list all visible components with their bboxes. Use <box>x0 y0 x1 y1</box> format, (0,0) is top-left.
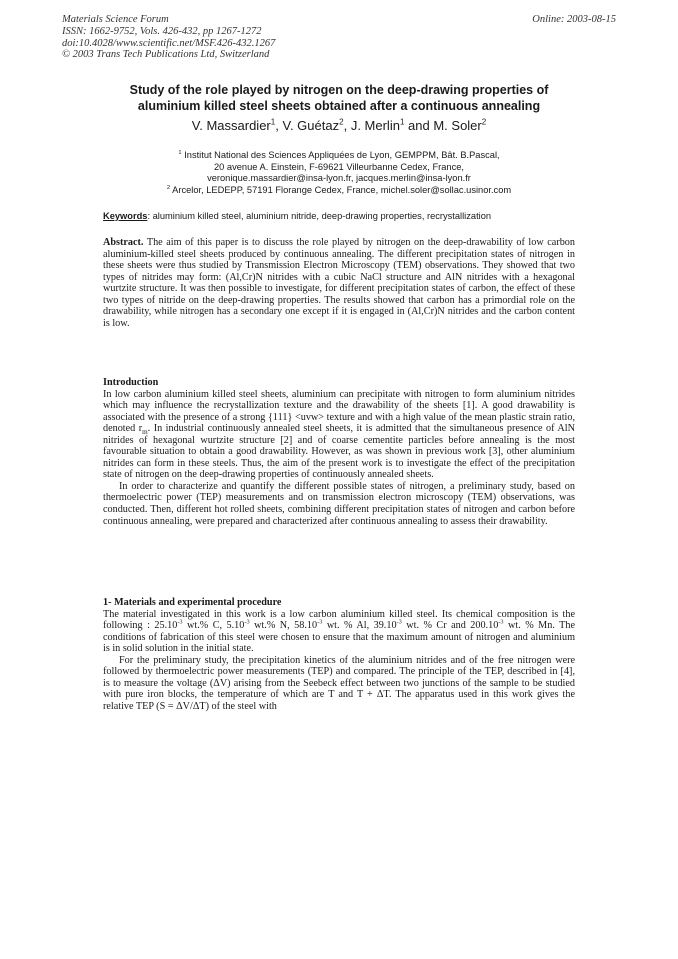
author-list <box>70 118 608 133</box>
author-name: M. Soler <box>433 118 482 133</box>
journal-doi: doi:10.4028/www.scientific.net/MSF.426-432.1267 <box>62 37 276 49</box>
exponent: -3 <box>498 618 504 626</box>
abstract <box>103 237 575 329</box>
paragraph-text: wt.% N, 58.10 <box>249 620 318 632</box>
affiliation-text: Arcelor, LEDEPP, 57191 Florange Cedex, France, michel.soler@sollac.usinor.com <box>172 184 512 195</box>
keywords-label: Keywords <box>103 211 148 221</box>
affiliation-number: 1 <box>178 149 182 156</box>
author-name: V. Guétaz <box>282 118 340 133</box>
paragraph-text: wt. % Al, 39.10 <box>322 620 397 632</box>
author-affiliation-mark: 2 <box>339 117 344 127</box>
author-name: J. Merlin <box>350 118 400 133</box>
paragraph-text: The material investigated in this work is a low carbon aluminium killed steel. Its chemical composition is the following : 25.10 <box>103 608 575 632</box>
affiliations <box>100 150 578 196</box>
paper-title <box>70 83 608 114</box>
journal-copyright: © 2003 Trans Tech Publications Ltd, Switzerland <box>62 49 270 61</box>
title-line-2: aluminium killed steel sheets obtained after a continuous annealing <box>137 98 541 113</box>
introduction-paragraph-2: In order to characterize and quantify the different possible states of nitrogen, a preliminary study, based on thermoelectric power (TEP) measurements and on transmission electron microscopy (TEM) observations, was conducted. Then, different hot rolled sheets, combining different precipitation states of nitrogen and carbon before continuous annealing, were prepared and characterized after continuous annealing to assess their drawability. <box>103 480 575 527</box>
materials-paragraph-2: For the preliminary study, the precipitation kinetics of the aluminium nitrides and of the free nitrogen were followed by thermoelectric power measurements (TEP) and compared. The principle of the TEP, described in [4], is to measure the voltage (ΔV) arising from the Seebeck effect between two junctions of the sample to be studied with pure iron blocks, the temperature of which are T and T + ΔT. The apparatus used in this work gives the relative TEP (S = ΔV/ΔT) of the steel with <box>103 654 575 712</box>
affiliation-2 <box>100 185 578 197</box>
abstract-paragraph <box>103 237 575 329</box>
materials-section <box>103 597 575 712</box>
introduction-paragraph-1 <box>103 389 575 481</box>
author-affiliation-mark: 2 <box>481 117 487 127</box>
materials-paragraph-1 <box>103 609 575 655</box>
exponent: -3 <box>317 618 323 626</box>
journal-issn: ISSN: 1662-9752, Vols. 426-432, pp 1267-1272 <box>62 25 262 37</box>
introduction-section <box>103 377 575 527</box>
author-affiliation-mark: 1 <box>270 117 276 127</box>
abstract-label: Abstract. <box>103 237 144 248</box>
keywords <box>103 211 491 221</box>
author-name: V. Massardier <box>191 118 271 133</box>
title-line-1: Study of the role played by nitrogen on the deep-drawing properties of <box>129 83 549 97</box>
materials-heading: 1- Materials and experimental procedure <box>103 597 282 608</box>
affiliation-1-line-1 <box>100 150 578 162</box>
affiliation-1-emails: veronique.massardier@insa-lyon.fr, jacques.merlin@insa-lyon.fr <box>207 173 471 184</box>
paragraph-text: wt. % Mn. The conditions of fabrication of this steel were chosen to ensure that the maximum amount of nitrogen and aluminium is in solid solution in the initial state. <box>103 620 576 655</box>
journal-header <box>62 14 392 61</box>
online-date: Online: 2003-08-15 <box>532 14 616 25</box>
paragraph-text: . In industrial continuously annealed steel sheets, it is admitted that the simultaneous presence of AlN nitrides of hexagonal wurtzite structure [2] and of coarse cementite particles before annealing is the most favourable situation to obtain a good drawability. However, as was shown in previous work [3], other aluminium nitrides can form in these steels. Thus, the aim of the present work is to investigate the effect of the precipitation state of nitrogen on the deep-drawing properties of continuously annealed sheets. <box>103 423 575 481</box>
author-separator: , <box>343 118 351 133</box>
keywords-text: : aluminium killed steel, aluminium nitride, deep-drawing properties, recrystallization <box>147 211 492 221</box>
exponent: -3 <box>177 618 183 626</box>
exponent: -3 <box>244 618 250 626</box>
affiliation-number: 2 <box>166 184 171 191</box>
paragraph-text: In low carbon aluminium killed steel sheets, aluminium can precipitate with nitrogen to form aluminium nitrides which may influence the recrystallization texture and the drawability of the sheets [1]. A good drawability is associated with the presence of a strong {111} <uvw> texture and with a high value of the mean plastic strain ratio, denoted r <box>103 388 575 435</box>
author-affiliation-mark: 1 <box>399 117 405 127</box>
affiliation-1-line-2: 20 avenue A. Einstein, F-69621 Villeurbanne Cedex, France, <box>214 161 464 172</box>
affiliation-text: Institut National des Sciences Appliquées de Lyon, GEMPPM, Bât. B.Pascal, <box>184 150 500 160</box>
author-separator: , <box>275 118 283 133</box>
abstract-text: The aim of this paper is to discuss the role played by nitrogen on the deep-drawability of low carbon aluminium-killed steel sheets produced by continuous annealing. The different precipitation states of nitrogen in these sheets were thus studied by Transmission Electron Microscopy (TEM) observations. They showed that two types of nitrides may form: (Al,Cr)N nitrides with a cubic NaCl structure and AlN nitrides with a hexagonal wurtzite structure. It was then possible to investigate, for different precipitation states of carbon, the effect of these two types of nitride on the deep-drawing properties. The results showed that carbon has a primordial role on the drawability, while nitrogen has a secondary one except if it is engaged in (Al,Cr)N nitrides and the carbon content is low. <box>103 237 575 329</box>
paragraph-text: wt. % Cr and 200.10 <box>401 620 499 632</box>
journal-name: Materials Science Forum <box>62 14 169 25</box>
introduction-heading: Introduction <box>103 377 159 388</box>
exponent: -3 <box>396 618 402 626</box>
subscript: m <box>142 428 148 437</box>
author-separator: and <box>404 118 434 133</box>
paragraph-text: wt.% C, 5.10 <box>182 620 245 632</box>
